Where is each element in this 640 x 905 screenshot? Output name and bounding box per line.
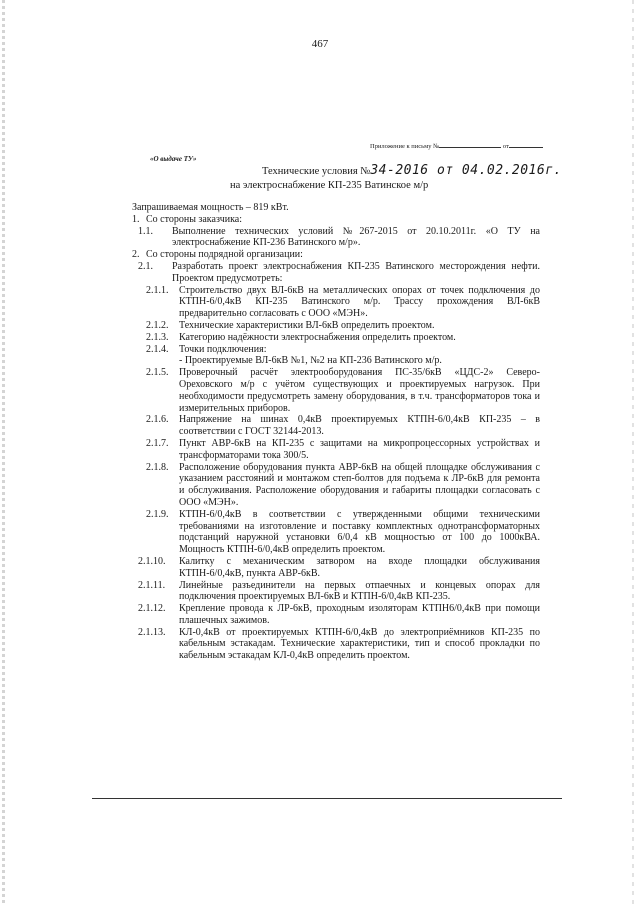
item-2-1-11: 2.1.11. Линейные разъединители на первых отпаечных и концевых опорах для подключения проектируемых ВЛ-6кВ и КТПН-6/0,4кВ КП-235. [138, 579, 540, 603]
item-2-1-3: 2.1.3. Категорию надёжности электроснабжения определить проектом. [146, 331, 456, 343]
annex-line [370, 143, 543, 150]
item-2-1-12: 2.1.12. Крепление провода к ЛР-6кВ, проходным изоляторам КТПН6/0,4кВ при помощи плашечных зажимов. [138, 603, 540, 626]
item-2-1-13: 2.1.13. КЛ-0,4кВ от проектируемых КТПН-6/0,4кВ до электроприёмников КП-235 по кабельным эстакадам. Технические характеристики, тип и способ прокладки по кабельным эстакадам КЛ-0,4кВ определить проектом. [138, 626, 540, 662]
document-subtitle: на электроснабжение КП-235 Ватинское м/р [230, 180, 429, 191]
item-2-1-4-text: Точки подключения: [179, 343, 267, 355]
handwritten-number-date: 34-2016 от 04.02.2016г. [370, 163, 562, 178]
item-2-1: 2.1. Разработать проект электроснабжения КП-235 Ватинского месторождения нефти. Проектом предусмотреть: [138, 260, 540, 284]
item-2-1-7: 2.1.7. Пункт АВР-6кВ на КП-235 с защитами на микропроцессорных устройствах и трансформаторами тока 300/5. [146, 437, 540, 461]
annex-from: от [502, 143, 509, 150]
annex-label: Приложение к письму № [370, 143, 440, 150]
stamp-label: «О выдаче ТУ» [150, 155, 197, 163]
section-1-heading: 1. Со стороны заказчика: [132, 213, 243, 225]
annex-number-blank [439, 147, 501, 148]
item-2-1-9: 2.1.9. КТПН-6/0,4кВ в соответствии с утвержденными общими техническими требованиями на изготовление и поставку комплектных однотрансформаторных подстанций наружной установки 6/0,4 кВ мощностью от 100 до 1000кВА. Мощность КТПН-6/0,4кВ определить проектом. [146, 508, 540, 556]
item-2-1-1: 2.1.1. Строительство двух ВЛ-6кВ на металлических опорах от точек подключения до КТПН-6/0,4кВ КП-235 Ватинского м/р. Трассу прохождения ВЛ-6кВ предварительно согласовать с ООО «МЭН». [146, 284, 540, 320]
item-1-1: 1.1. Выполнение технических условий №267-2015 от 20.10.2011г. «О ТУ на электроснабжение КП-236 Ватинского м/р». [138, 225, 540, 249]
item-2-1-4: 2.1.4. Точки подключения: - Проектируемые ВЛ-6кВ №1, №2 на КП-236 Ватинского м/р. [132, 344, 540, 368]
section-2-heading: 2. Со стороны подрядной организации: [132, 249, 303, 261]
annex-date-blank [509, 147, 543, 148]
page-number: 467 [311, 38, 329, 50]
requested-power: Запрашиваемая мощность – 819 кВт. [132, 202, 289, 213]
item-2-1-2: 2.1.2. Технические характеристики ВЛ-6кВ определить проектом. [146, 319, 435, 331]
scan-edge-right [632, 0, 634, 905]
document-title [262, 163, 562, 178]
item-2-1-8: 2.1.8. Расположение оборудования пункта АВР-6кВ на общей площадке обслуживания с указанием расстояний и монтажом степ-болтов для подъема к ЛР-6кВ для ремонта и обслуживания. Расположение оборудования и габариты площадки согласовать с ООО «МЭН». [146, 461, 540, 508]
item-2-1-4-sub: - Проектируемые ВЛ-6кВ №1, №2 на КП-236 Ватинского м/р. [179, 355, 442, 367]
bottom-divider [92, 798, 562, 799]
item-2-1-5: 2.1.5. Проверочный расчёт электрооборудования ПС-35/6кВ «ЦДС-2» Северо-Ореховского м/р с учётом существующих и проектируемых нагрузок. При необходимости предусмотреть замену оборудования, в т.ч. трансформаторов тока и измерительных приборов. [146, 367, 540, 414]
item-2-1-10: 2.1.10. Калитку с механическим затвором на входе площадки обслуживания КТПН-6/0,4кВ, пункта АВР-6кВ. [138, 555, 540, 579]
document-body [132, 202, 540, 662]
scan-edge-left [2, 0, 5, 905]
item-2-1-6: 2.1.6. Напряжение на шинах 0,4кВ проектируемых КТПН-6/0,4кВ КП-235 – в соответствии с ГОСТ 32144-2013. [146, 414, 540, 438]
title-prefix: Технические условия № [262, 166, 371, 177]
